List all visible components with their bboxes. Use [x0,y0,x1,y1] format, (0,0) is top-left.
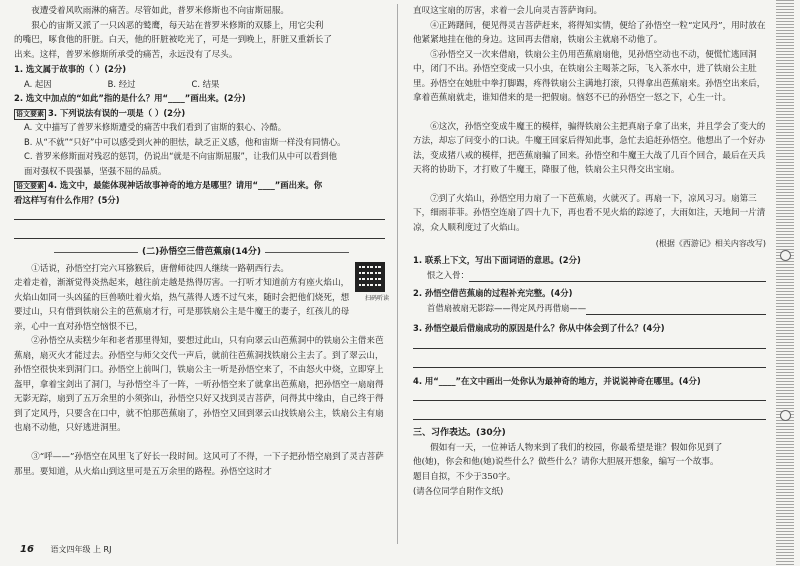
question-1: 1. 选文属于故事的（ ）(2分) [14,64,127,74]
essay-line: 假如有一天，一位神话人物来到了我们的校园，你最希望是谁？假如你见到了 [430,442,723,453]
binding-hole [780,410,791,421]
story-paragraph-5: ⑤孙悟空又一次来借扇，铁扇公主仍用芭蕉扇扇他，见孙悟空动也不动，便慌忙逃回洞中，闭门不出。孙悟空变成一只小虫，在铁扇公主喝茶之际，飞入茶水中，进了铁扇公主肚里。孙悟空在她肚中拳打脚踢，疼得铁扇公主满地打滚，只得拿出芭蕉扇来。孙悟空出来后，拿着芭蕉扇就走，谁知借来的是一把假扇。恼怒不已的孙悟空一怒之下，心生一计。 [413,49,766,103]
r-question-4: 4. 用“____”在文中画出一处你认为最神奇的地方，并说说神奇在哪里。(4分) [413,375,701,386]
intro-line: 夜遭受着风吹雨淋的痛苦。尽管如此，普罗米修斯也不向宙斯屈服。 [31,6,290,16]
story-paragraph-4: ④正踌躇间，便见得灵吉菩萨赶来，将得知实情，便给了孙悟空一粒“定风丹”，用时放在他紧紧地挂在他的身边。这回再去借扇，铁扇公主就扇不动他了。 [413,20,766,45]
option-b[interactable]: B. 从“不就”“只好”中可以感受到火神的胆怯，缺乏正义感，他和宙斯一样没有同情心。 [24,136,346,147]
question-1-options [14,77,389,92]
question-4 [14,178,389,193]
question-3 [14,106,389,121]
right-column [413,4,770,499]
story-paragraph-1: ①话说，孙悟空打完六耳猕猴后，唐僧师徒四人继续一路朝西行去。 [31,263,290,274]
section-3-title: 三、习作表达。(30分) [413,428,506,438]
story-paragraph-3: ③“呼——”孙悟空在风里飞了好长一段时间。这风可了不得，一下子把孙悟空扇到了灵吉菩萨那里。要知道，从火焰山到这里可是五万余里的路程。孙悟空这时才 [14,452,384,477]
column-divider [397,4,398,544]
intro-line: 出来。这样，普罗米修斯所承受的痛苦，永远没有了尽头。 [14,49,238,60]
qr-code[interactable] [355,262,385,292]
page-footer [20,544,111,555]
question-4-text: 4. 选文中，最能体现神话故事神奇的地方是哪里？请用“____”画出来。你 [48,180,323,190]
essay-note: (请各位同学自附作文纸) [413,486,504,496]
option-c[interactable]: C. 结果 [191,78,220,89]
question-4-text-2: 看这样写有什么作用？(5分) [14,194,120,205]
answer-line[interactable] [14,226,385,239]
story-paragraph-1b: 走着走着，渐渐觉得炎热起来，越往前走越是热得厉害。一打听才知道前方有座火焰山，火焰山如同一头凶猛的巨兽喷吐着火焰，热气蒸得人透不过气来，随时会把他们烧死，想要过山，只有借到铁扇公主的芭蕉扇才行，可是那铁扇公主是牛魔王的妻子，红孩儿的母亲，心中一直对孙悟空恼恨不已， [14,278,350,332]
option-c-continued: 面对强权不畏强暴，坚强不屈的品质。 [24,165,167,176]
question-2: 2. 选文中加点的“如此”指的是什么？用“____”画出来。(2分) [14,93,246,103]
language-element-tag: 语文要素 [16,182,44,190]
option-a[interactable]: A. 起因 [24,78,52,89]
page-number: 16 [20,544,34,555]
story-paragraph-7: ⑦到了火焰山，孙悟空用力扇了一下芭蕉扇，火就灭了。再扇一下，凉风习习。扇第三下，细雨菲菲。孙悟空连扇了四十九下，再也看不见火焰的踪迹了，大雨如注，天地间一片清凉，众人顺利度过了火焰山。 [413,193,766,233]
option-b[interactable]: B. 经过 [107,78,136,89]
r-question-1-term [413,268,770,283]
r-question-2-chain [413,301,770,316]
option-a[interactable]: A. 文中描写了普罗米修斯遭受的痛苦中我们看到了宙斯的狠心、冷酷。 [24,122,287,132]
story-paragraph-6: ⑥这次，孙悟空变成牛魔王的模样，骗得铁扇公主把真扇子拿了出来，并且学会了变大的方法，却忘了问变小的口诀。牛魔王回家后得知此事，急忙去追赶孙悟空。他想出了一个好办法，变成猪八戒的模样，把芭蕉扇骗了回来。孙悟空和牛魔王大战了几百个回合，最后在天兵天将的协助下，才打败了牛魔王，降服了他，铁扇公主只得交出宝扇。 [413,121,766,175]
story-paragraph-3-cont: 直叹这宝扇的厉害，求着一会儿向灵吉菩萨询问。 [413,6,603,16]
r-question-3: 3. 孙悟空最后借扇成功的原因是什么？你从中体会到了什么？(4分) [413,323,665,333]
answer-line[interactable] [469,268,766,283]
qr-label: 扫码听读 [364,294,389,302]
answer-line[interactable] [413,355,766,368]
left-column [14,4,389,494]
question-3-text: 3. 下列说法有误的一项是（ ）(2分) [48,107,186,118]
intro-line: 狠心的宙斯又派了一只凶恶的鹫鹰，每天站在普罗米修斯的双膝上，用它尖利 [31,20,324,31]
answer-line[interactable] [586,301,766,316]
answer-line[interactable] [14,207,385,220]
binding-hole [780,250,791,261]
story-section [14,262,389,495]
intro-line: 的嘴巴，啄食他的肝脏。白天，他的肝脏被吃光了，可是一到晚上，肝脏又重新长了 [14,35,332,45]
source-note: (根据《西游记》相关内容改写) [655,238,766,248]
question-3-options [14,120,389,178]
r-question-2: 2. 孙悟空借芭蕉扇的过程补充完整。(4分) [413,288,573,298]
book-title: 语文四年级 上 RJ [50,545,112,554]
chain-text: 首借扇被扇无影踪——得定风丹再借扇—— [427,302,587,313]
answer-line[interactable] [413,407,766,420]
answer-line[interactable] [413,388,766,401]
term-label: 恨之入骨： [427,269,469,280]
language-element-tag: 语文要素 [16,109,44,118]
essay-line: 题目自拟，不少于350字。 [413,471,516,482]
section-2-title: (二)孙悟空三借芭蕉扇(14分) [14,245,389,260]
answer-line[interactable] [413,336,766,349]
story-paragraph-2: ②孙悟空从卖糕少年和老者那里得知，要想过此山，只有向翠云山芭蕉洞中的铁扇公主借来芭蕉扇，扇灭火才能过去。孙悟空与师父交代一声后，就前往芭蕉洞找铁扇公主去了。到了翠云山，孙悟空很快来到洞门口。孙悟空上前叫门，铁扇公主一听是孙悟空来了，不由怒火中烧，立即穿上盔甲，拿着宝剑出了洞门，与孙悟空斗了一阵，一听孙悟空来了就拿出芭蕉扇，把孙悟空一扇扇得无影无踪，扇到了五万余里的小须弥山，孙悟空只好又找到灵吉菩萨，问得其中缘由，自己终于得到了定风丹，只要含在口中，就不怕那芭蕉扇了，孙悟空又回到翠云山找铁扇公主，铁扇公主有扇也扇不动他，只好逃进洞里。 [14,336,384,433]
option-c[interactable]: C. 普罗米修斯面对残忍的惩罚，仍说出“就是不向宙斯屈服”，让我们从中可以看到他 [24,151,337,161]
r-question-1: 1. 联系上下文，写出下面词语的意思。(2分) [413,255,581,265]
binding-strip [776,0,794,566]
essay-line: 他(她)，你会和他(她)说些什么？做些什么？请你大胆展开想象，编写一个故事。 [413,457,719,467]
